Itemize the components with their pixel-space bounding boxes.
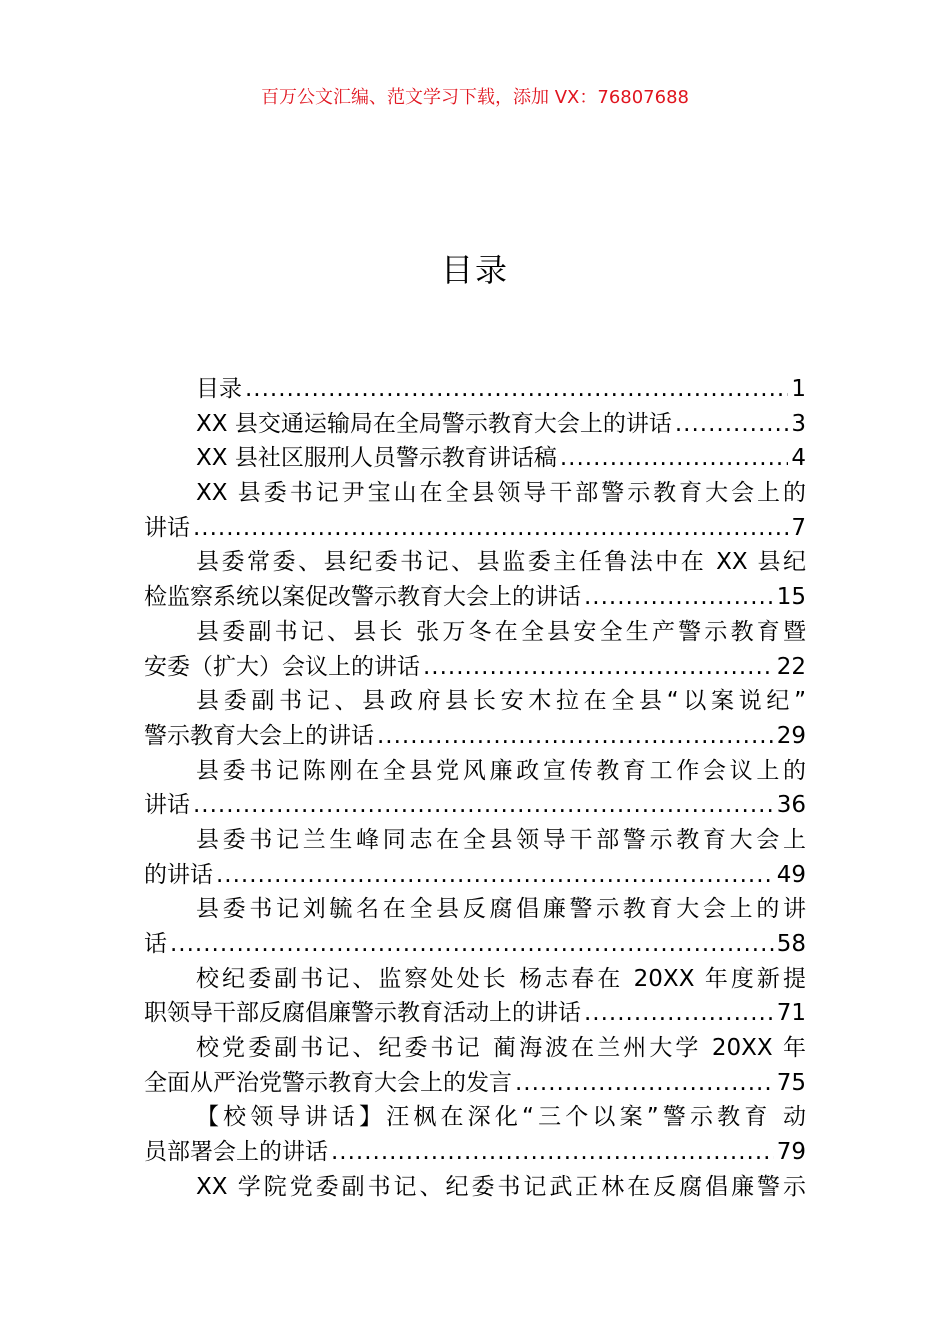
toc-entry-title: 县委书记兰生峰同志在全县领导干部警示教育大会上 [196,826,806,853]
toc-entry[interactable] [144,1031,806,1100]
toc-entry[interactable] [144,476,806,545]
table-of-contents [144,372,806,1205]
toc-entry[interactable] [144,615,806,684]
toc-entry-title: 县委书记刘毓名在全县反腐倡廉警示教育大会上的讲 [196,896,806,923]
toc-entry[interactable] [144,407,806,442]
toc-page-number: 75 [776,1069,806,1096]
toc-entry-title: 员部署会上的讲话 [144,1139,328,1166]
toc-entry-title: 警示教育大会上的讲话 [144,722,374,749]
page-title: 目录 [440,251,509,289]
toc-entry-title: 讲话 [144,514,190,541]
toc-entry-title: 全面从严治党警示教育大会上的发言 [144,1069,512,1096]
toc-entry[interactable] [144,892,806,961]
dot-leader [216,858,774,893]
toc-entry-title: XX 县社区服刑人员警示教育讲话稿 [196,445,557,472]
dot-leader [675,407,789,442]
toc-entry-title: 讲话 [144,792,190,819]
toc-entry[interactable] [144,823,806,892]
toc-page-number: 71 [776,1000,806,1027]
toc-entry-title: 校党委副书记、纪委书记 蔺海波在兰州大学 20XX 年 [196,1035,806,1062]
toc-page-number: 58 [776,931,806,957]
toc-entry-title: 话 [144,931,167,957]
toc-entry-title: 县委常委、县纪委书记、县监委主任鲁法中在 XX 县纪 [196,549,806,576]
toc-entry-title: XX 学院党委副书记、纪委书记武正林在反腐倡廉警示 [196,1173,806,1200]
toc-entry[interactable] [144,684,806,753]
dot-leader [331,1135,774,1170]
dot-leader [170,927,774,962]
dot-leader [515,1066,774,1101]
toc-page-number: 36 [776,792,806,819]
dot-leader [584,996,774,1031]
toc-entry-title: 【校领导讲话】汪枫在深化“三个以案”警示教育 动 [196,1104,806,1131]
toc-entry[interactable] [144,754,806,823]
toc-page-number: 29 [776,722,806,749]
toc-page-number: 49 [776,861,806,888]
toc-entry[interactable] [144,962,806,1031]
toc-entry[interactable] [144,441,806,476]
toc-page-number: 79 [776,1139,806,1166]
toc-entry-title: 县委书记陈刚在全县党风廉政宣传教育工作会议上的 [196,757,806,784]
dot-leader [377,719,774,754]
toc-entry-title: 检监察系统以案促改警示教育大会上的讲话 [144,584,581,611]
toc-entry-title: 职领导干部反腐倡廉警示教育活动上的讲话 [144,1000,581,1027]
download-promo-note: 百万公文汇编、范文学习下载，添加 VX：76807688 [261,87,689,108]
toc-page-number: 15 [776,584,806,611]
dot-leader [560,441,789,476]
toc-entry[interactable] [144,1170,806,1205]
dot-leader [423,650,774,685]
toc-entry-title: XX 县交通运输局在全局警示教育大会上的讲话 [196,410,672,437]
toc-entry-title: XX 县委书记尹宝山在全县领导干部警示教育大会上的 [196,480,806,507]
toc-entry[interactable] [144,372,806,407]
toc-entry-title: 的讲话 [144,861,213,888]
toc-entry[interactable] [144,545,806,614]
dot-leader [193,788,774,823]
dot-leader [193,511,788,546]
toc-entry-title: 安委（扩大）会议上的讲话 [144,653,420,680]
toc-page-number: 22 [776,653,806,680]
dot-leader [584,580,774,615]
toc-entry-title: 县委副书记、县政府县长安木拉在全县“以案说纪” [196,688,806,715]
toc-page-number: 1 [791,376,806,402]
toc-page-number: 4 [791,445,806,472]
toc-entry-title: 县委副书记、县长 张万冬在全县安全生产警示教育暨 [196,618,806,645]
toc-entry-title: 校纪委副书记、监察处处长 杨志春在 20XX 年度新提 [196,965,806,992]
toc-entry[interactable] [144,1100,806,1169]
toc-page-number: 7 [791,514,806,541]
toc-entry-title: 目录 [196,376,242,402]
toc-page-number: 3 [791,410,806,437]
dot-leader [245,372,788,407]
